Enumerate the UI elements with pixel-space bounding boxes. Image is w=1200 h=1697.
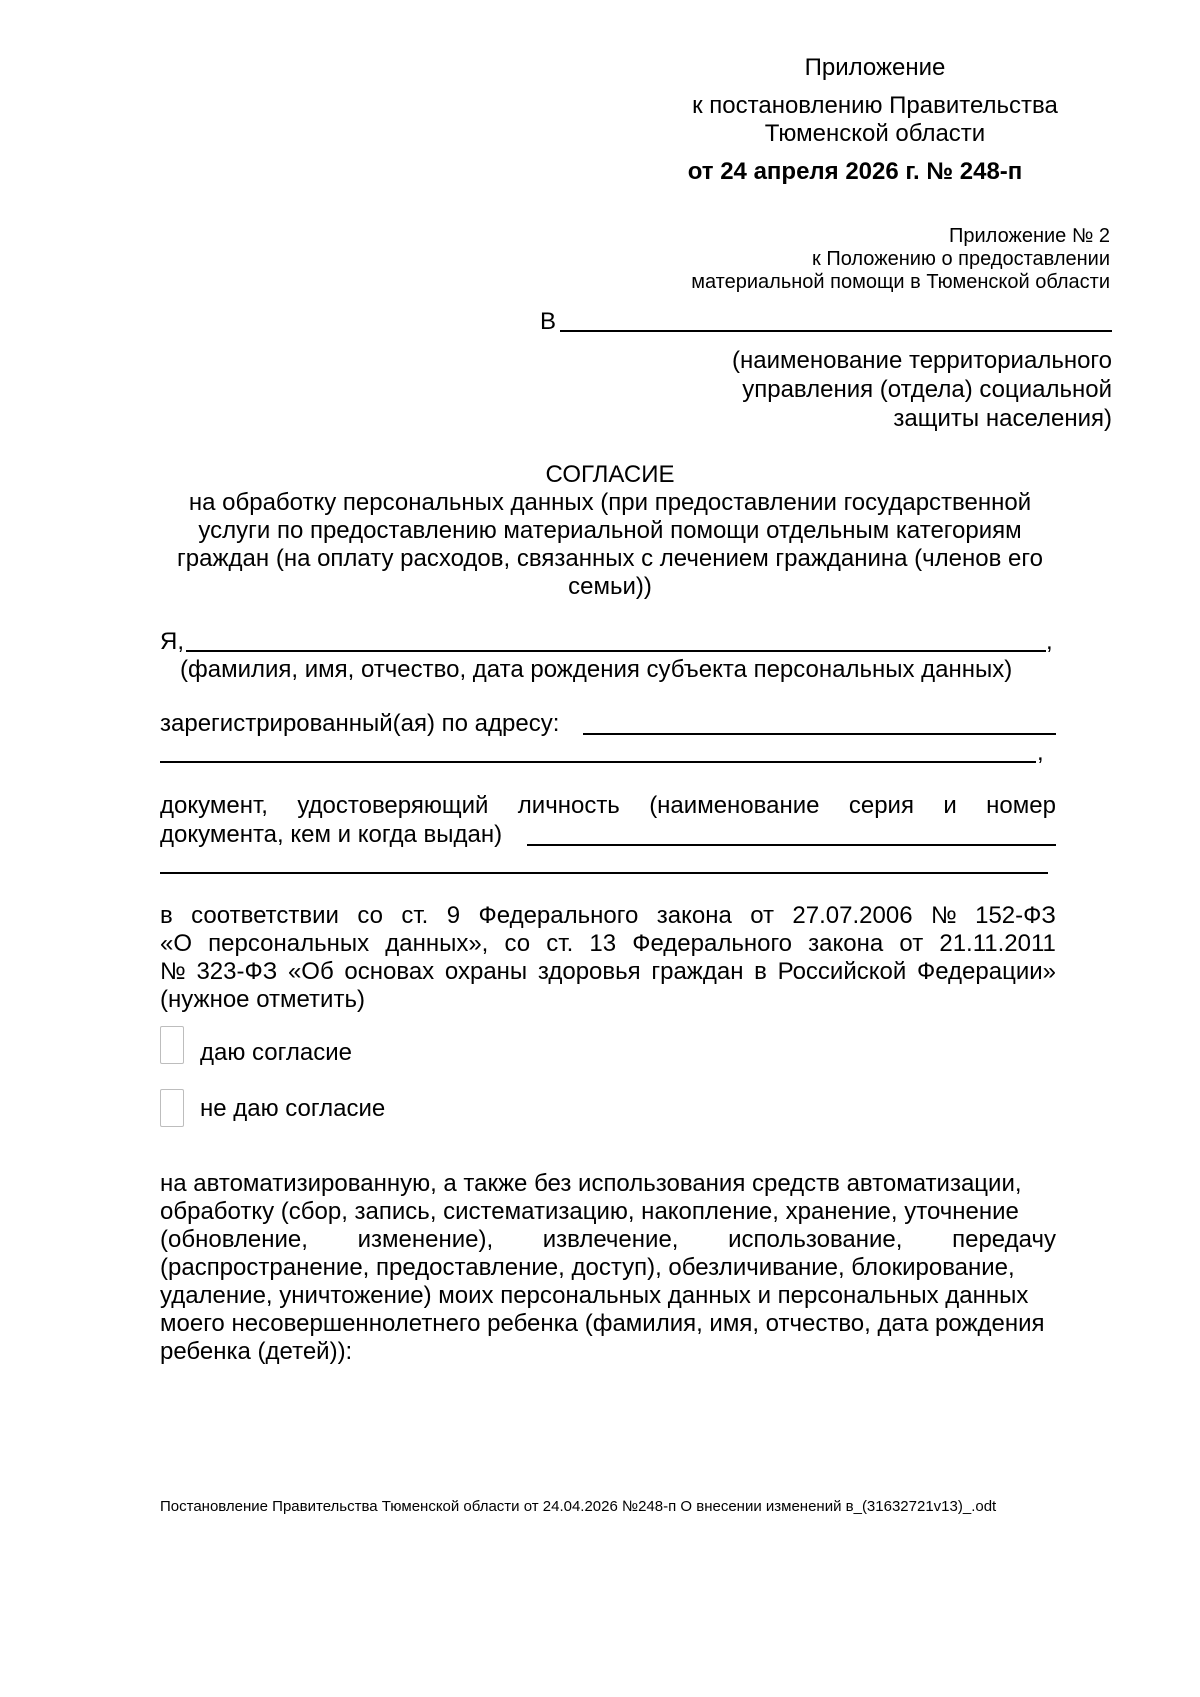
addressee-caption-line2: управления (отдела) социальной	[742, 376, 1112, 403]
processing-word: использование,	[728, 1226, 903, 1253]
legal-word: №	[160, 958, 186, 985]
legal-word: со	[504, 930, 531, 957]
legal-word: №	[930, 902, 957, 929]
address-label: зарегистрированный(ая) по адресу:	[160, 710, 560, 737]
legal-word: основах	[344, 958, 435, 985]
subject-caption: (фамилия, имя, отчество, дата рождения субъекта персональных данных)	[180, 656, 1013, 683]
processing-word: изменение),	[357, 1226, 494, 1253]
document-line2-label: документа, кем и когда выдан)	[160, 821, 503, 848]
processing-line3	[160, 1226, 1056, 1254]
legal-word: 21.11.2011	[939, 930, 1056, 957]
document-word: личность	[517, 792, 620, 819]
address-field-line2[interactable]	[160, 761, 1036, 763]
legal-basis-line3	[160, 958, 1056, 986]
document-footer: Постановление Правительства Тюменской области от 24.04.2026 №248-п О внесении изменений в_(31632721v13)_.odt	[160, 1498, 997, 1515]
no-consent-label: не даю согласие	[200, 1095, 386, 1122]
processing-line5: удаление, уничтожение) моих персональных данных и персональных данных	[160, 1282, 1029, 1309]
legal-word: 323-ФЗ	[196, 958, 278, 985]
no-consent-checkbox[interactable]	[160, 1089, 184, 1127]
sub-appendix-line2: к Положению о предоставлении	[812, 248, 1110, 270]
legal-word: «О	[160, 930, 193, 957]
subject-prefix: Я,	[160, 628, 184, 655]
legal-word: здоровья	[537, 958, 641, 985]
legal-word: граждан	[651, 958, 744, 985]
legal-word: Федерации»	[916, 958, 1056, 985]
processing-word: (обновление,	[160, 1226, 308, 1253]
subject-comma: ,	[1046, 628, 1053, 655]
legal-word: закона	[656, 902, 732, 929]
legal-word: соответствии	[191, 902, 339, 929]
legal-word: Федерального	[478, 902, 639, 929]
document-word: номер	[986, 792, 1056, 819]
consent-label: даю согласие	[200, 1039, 352, 1066]
document-field-line1[interactable]	[527, 844, 1056, 846]
addressee-field-line[interactable]	[560, 330, 1112, 332]
legal-word: со	[357, 902, 383, 929]
legal-word: персональных	[208, 930, 370, 957]
appendix-to-line2: Тюменской области	[764, 120, 986, 147]
legal-word: от	[750, 902, 775, 929]
processing-line4: (распространение, предоставление, доступ), обезличивание, блокирование,	[160, 1254, 1015, 1281]
processing-line1: на автоматизированную, а также без использования средств автоматизации,	[160, 1170, 1022, 1197]
legal-word: охраны	[444, 958, 528, 985]
legal-basis-line2	[160, 930, 1056, 958]
legal-basis-line1	[160, 902, 1056, 930]
document-word: документ,	[160, 792, 268, 819]
consent-checkbox[interactable]	[160, 1026, 184, 1064]
subject-name-field-line[interactable]	[186, 650, 1046, 652]
legal-word: 9	[446, 902, 461, 929]
addressee-prefix: В	[540, 308, 557, 335]
decree-reference: от 24 апреля 2026 г. № 248-п	[687, 158, 1023, 185]
title-line1: на обработку персональных данных (при предоставлении государственной	[188, 489, 1032, 516]
addressee-caption-line3: защиты населения)	[893, 405, 1112, 432]
legal-word: Федерального	[632, 930, 793, 957]
address-comma: ,	[1037, 739, 1044, 766]
legal-word: ст.	[546, 930, 574, 957]
addressee-caption-line1: (наименование территориального	[732, 347, 1112, 374]
processing-line6: моего несовершеннолетнего ребенка (фамилия, имя, отчество, дата рождения	[160, 1310, 1045, 1337]
document-word: серия	[848, 792, 914, 819]
legal-word: 152-ФЗ	[975, 902, 1056, 929]
legal-word: от	[899, 930, 924, 957]
document-word: и	[943, 792, 957, 819]
legal-word: 13	[589, 930, 617, 957]
address-field-line1[interactable]	[583, 733, 1056, 735]
legal-word: ст.	[401, 902, 429, 929]
legal-word: Российской	[777, 958, 907, 985]
document-word: удостоверяющий	[297, 792, 489, 819]
processing-word: извлечение,	[542, 1226, 679, 1253]
processing-word: передачу	[952, 1226, 1056, 1253]
legal-basis-line4: (нужное отметить)	[160, 986, 365, 1013]
appendix-to-line1: к постановлению Правительства	[692, 92, 1058, 119]
appendix-title: Приложение	[804, 54, 946, 81]
sub-appendix-line3: материальной помощи в Тюменской области	[691, 271, 1110, 293]
title-line4: семьи))	[568, 573, 652, 600]
document-line1	[160, 792, 1056, 820]
legal-word: в	[160, 902, 173, 929]
legal-word: «Об	[287, 958, 334, 985]
processing-line7: ребенка (детей)):	[160, 1338, 353, 1365]
legal-word: закона	[808, 930, 884, 957]
processing-line2: обработку (сбор, запись, систематизацию, накопление, хранение, уточнение	[160, 1198, 1019, 1225]
legal-word: данных»,	[385, 930, 489, 957]
legal-word: в	[754, 958, 767, 985]
title-line3: граждан (на оплату расходов, связанных с лечением гражданина (членов его	[177, 545, 1043, 572]
document-field-line2[interactable]	[160, 872, 1048, 874]
sub-appendix-line1: Приложение № 2	[949, 225, 1110, 247]
title-line2: услуги по предоставлению материальной помощи отдельным категориям	[198, 517, 1022, 544]
legal-word: 27.07.2006	[792, 902, 913, 929]
document-heading: СОГЛАСИЕ	[545, 461, 675, 488]
document-word: (наименование	[649, 792, 820, 819]
